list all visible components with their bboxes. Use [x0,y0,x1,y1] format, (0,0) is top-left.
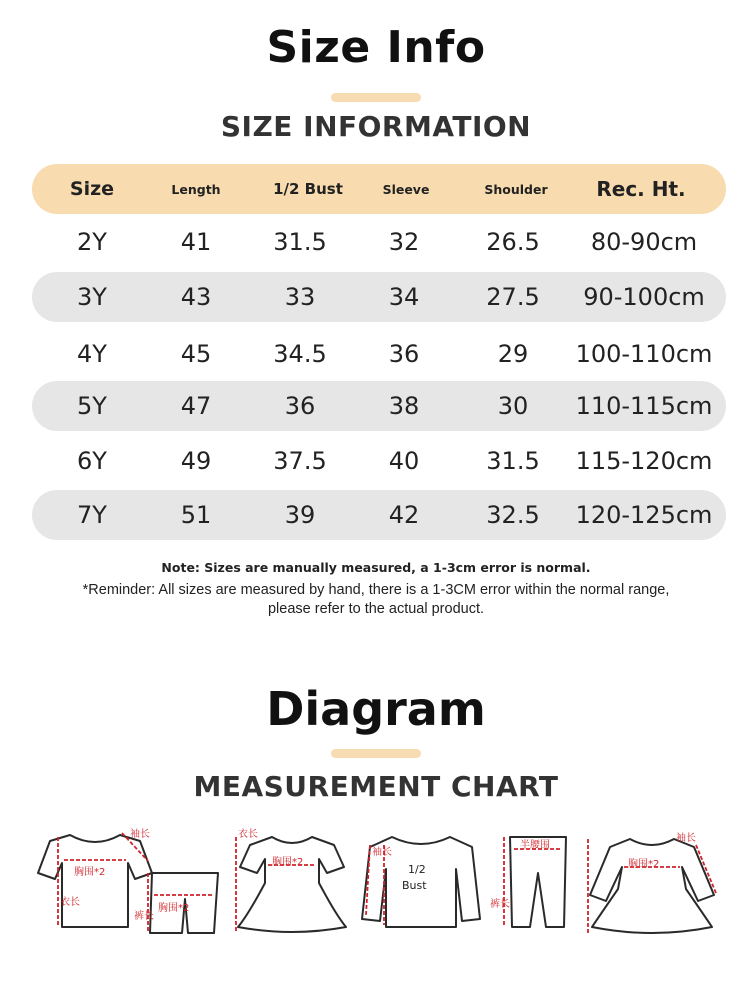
cell-size: 4Y [77,340,107,368]
column-header-length: Length [171,181,221,197]
pants-leg-length-label: 裤长 [490,899,510,910]
column-header-rec-height: Rec. Ht. [596,177,686,201]
title-underline [331,93,421,102]
long-dress-chest-label: 胸围*2 [628,859,660,870]
diagram-title: Diagram [266,682,486,736]
cell-half-bust: 36 [284,392,316,420]
table-row [32,490,726,540]
table-row [32,217,726,267]
long-sleeve-dress-diagram [588,831,716,933]
length-label: 衣长 [60,897,80,908]
cell-shoulder: 26.5 [486,228,540,256]
cell-length: 43 [180,283,212,311]
cell-length: 49 [180,447,212,475]
measurement-chart-heading: MEASUREMENT CHART [193,770,559,803]
cell-size: 3Y [77,283,107,311]
cell-shoulder: 30 [497,392,529,420]
sleeve-label: 袖长 [130,829,150,840]
size-table-header [32,164,726,214]
cell-shoulder: 27.5 [486,283,540,311]
cell-rec-height: 110-115cm [575,392,713,420]
title-underline [331,749,421,758]
cell-size: 7Y [77,501,107,529]
cell-shoulder: 31.5 [486,447,540,475]
cell-sleeve: 40 [388,447,420,475]
cell-half-bust: 34.5 [273,340,327,368]
cell-length: 45 [180,340,212,368]
column-header-sleeve: Sleeve [382,181,430,197]
cell-half-bust: 31.5 [273,228,327,256]
measurement-diagrams [0,815,752,990]
dress-diagram [236,827,346,933]
dress-length-label: 衣长 [238,829,258,840]
reminder-line: please refer to the actual product. [267,601,485,617]
cell-rec-height: 100-110cm [575,340,713,368]
chest-label: 胸围*2 [74,867,106,878]
long-dress-sleeve-label: 袖长 [676,833,696,844]
table-row [32,381,726,431]
cell-rec-height: 80-90cm [590,228,698,256]
dress-chest-label: 胸围*2 [272,857,304,868]
long-sleeve-top-diagram [362,837,480,927]
cell-half-bust: 33 [284,283,316,311]
page-title: Size Info [266,22,486,73]
shorts-diagram [134,873,218,933]
bust-label: Bust [402,879,427,892]
cell-length: 41 [180,228,212,256]
cell-sleeve: 32 [388,228,420,256]
pants-waist-label: 半腰围 [520,840,550,851]
measurement-reminder [0,581,752,619]
pants-diagram [490,837,566,927]
measurement-note: Note: Sizes are manually measured, a 1-3cm error is normal. [161,560,591,575]
cell-rec-height: 115-120cm [575,447,713,475]
cell-length: 51 [180,501,212,529]
cell-half-bust: 37.5 [273,447,327,475]
cell-size: 6Y [77,447,107,475]
top-sleeve-label: 袖长 [372,847,392,858]
table-row [32,272,726,322]
cell-size: 2Y [77,228,107,256]
cell-sleeve: 34 [388,283,420,311]
cell-size: 5Y [77,392,107,420]
column-header-half-bust: 1/2 Bust [273,180,343,198]
size-information-heading: SIZE INFORMATION [220,110,532,143]
waist-chest-label: 胸围*2 [158,903,190,914]
cell-half-bust: 39 [284,501,316,529]
column-header-shoulder: Shoulder [484,181,548,197]
cell-sleeve: 42 [388,501,420,529]
table-row [32,329,726,379]
cell-rec-height: 90-100cm [583,283,705,311]
cell-shoulder: 29 [497,340,529,368]
cell-sleeve: 36 [388,340,420,368]
table-row [32,436,726,486]
cell-rec-height: 120-125cm [575,501,713,529]
reminder-line: *Reminder: All sizes are measured by hand, there is a 1-3CM error within the normal range, [82,582,670,598]
cell-shoulder: 32.5 [486,501,540,529]
half-label: 1/2 [408,863,426,876]
cell-sleeve: 38 [388,392,420,420]
column-header-size: Size [69,178,115,200]
cell-length: 47 [180,392,212,420]
pants-length-label: 裤长 [134,911,154,922]
